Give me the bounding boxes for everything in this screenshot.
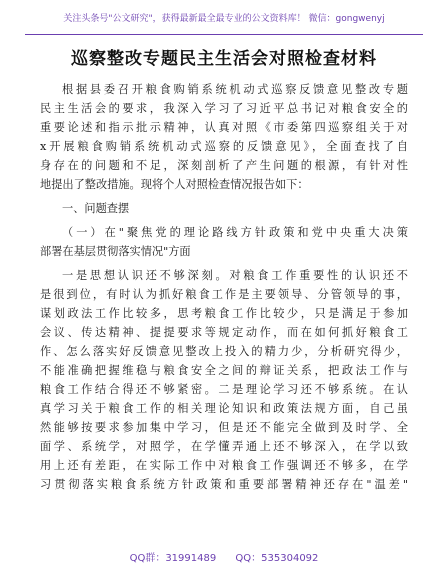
body-line: 用上还有差距，在实际工作中对粮食工作强调还不够多，在学 [40, 459, 408, 472]
body-line: 一是思想认识还不够深刻。对粮食工作重要性的认识还不 [62, 269, 408, 282]
body-line: 谋划政法工作比较多，思考粮食工作比较少，只是满足于参加 [40, 307, 408, 320]
body-line: 真学习关于粮食工作的相关理论知识和政策法规方面，自己虽 [40, 402, 408, 415]
subsection-heading: 部署在基层贯彻落实情况"方面 [40, 245, 191, 258]
body-line: 会议、传达精神、提提要求等规定动作，而在如何抓好粮食工 [40, 326, 408, 339]
footer-qq-group: QQ群：31991489 [129, 553, 217, 564]
header-divider [25, 34, 423, 35]
body-line: 地提出了整改措施。现将个人对照检查情况报告如下： [40, 178, 309, 191]
body-line: 粮食工作结合得还不够紧密。二是理论学习还不够系统。在认 [40, 383, 408, 396]
body-line: 作、怎么落实好反馈意见整改上投入的精力少，分析研究得少， [40, 345, 408, 358]
header-note: 关注头条号"公文研究"，获得最新最全最专业的公文资料库！ 微信：gongwenyj [63, 14, 385, 24]
footer-contact [0, 552, 448, 566]
footer-qq: QQ：535304092 [235, 553, 319, 564]
body-line: 重要论述和指示批示精神，认真对照《市委第四巡察组关于对 [40, 121, 408, 134]
body-line: 是很到位，有时认为抓好粮食工作是主要领导、分管领导的事， [40, 288, 408, 301]
body-line: 面学、系统学，对照学，在学懂弄通上还不够深入，在学以致 [40, 440, 408, 453]
subsection-heading: （一）在"聚焦党的理论路线方针政策和党中央重大决策 [62, 226, 408, 239]
body-line: 根据县委召开粮食购销系统机动式巡察反馈意见整改专题 [62, 83, 408, 96]
body-line: 不能准确把握维稳与粮食安全之间的辩证关系，把政法工作与 [40, 364, 408, 377]
body-line: 民主生活会的要求，我深入学习了习近平总书记对粮食安全的 [40, 102, 408, 115]
body-line: 身存在的问题和不足，深刻剖析了产生问题的根源，有针对性 [40, 159, 408, 172]
body-line: 习贯彻落实粮食系统方针政策和重要部署精神还存在"温差" [40, 478, 408, 491]
section-heading: 一、问题查摆 [62, 202, 130, 215]
document-body [40, 80, 408, 494]
document-title: 巡察整改专题民主生活会对照检查材料 [71, 49, 377, 69]
body-line: 然能够按要求参加集中学习，但是还不能完全做到及时学、全 [40, 421, 408, 434]
body-line: x开展粮食购销系统机动式巡察的反馈意见》，全面查找了自 [40, 140, 408, 153]
